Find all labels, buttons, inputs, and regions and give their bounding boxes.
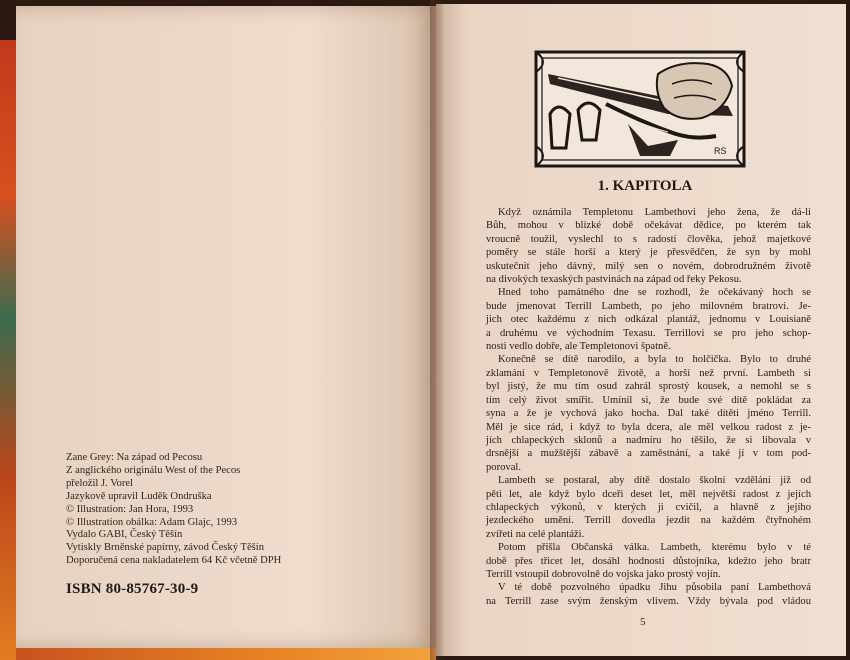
text-line: Když oznámila Templetonu Lambethovi jeho žena, že dá-li (498, 207, 811, 218)
book-gutter (430, 0, 444, 660)
vignette-initials: RS (714, 146, 727, 156)
text-line: Hned toho památného dne se rozhodl, že očekávaný hoch se (498, 287, 811, 299)
text-line: nosti vedlo dobře, ale Templetonovi špatně. (486, 341, 671, 353)
text-line: byl jistý, že mu tím osud zahrál sprostý kousek, a nemohl se s (486, 381, 811, 393)
text-line: Měl je sice rád, i když to byla dcera, ale měl velkou radost z je- (486, 421, 811, 433)
imprint-line: přeložil J. Vorel (66, 477, 133, 489)
imprint-line: Jazykově upravil Luděk Ondruška (66, 490, 212, 502)
imprint-line: Zane Grey: Na západ od Pecosu (66, 452, 203, 463)
text-line: poroval. (486, 461, 522, 473)
text-line: Terrill vstoupil dobrovolně do vojska jako prostý vojín. (486, 568, 721, 580)
text-line: na divokých texaských pastvinách na západ od řeky Pekosu. (486, 274, 742, 286)
imprint-line: © Illustration: Jan Hora, 1993 (66, 503, 194, 515)
text-line: vroucně toužil, vyslechl to s radostí člověka, jehož majetkové (486, 233, 811, 245)
chapter-body-text (486, 206, 811, 608)
text-line: jich otec každému z nich odkázal plantáž, jednomu v Louisianě (486, 314, 811, 326)
text-line: jezdeckého umění. Terrill dovedla jezdit na každém čtyřnohém (486, 515, 811, 527)
text-line: a druhému ve východním Texasu. Terrillovi se pro jeho schop- (486, 327, 811, 339)
imprint-line: Doporučená cena nakladatelem 64 Kč včetně DPH (66, 555, 282, 567)
text-line: poměry se stále horší a který je přesvědčen, že syn by mohl (486, 247, 811, 259)
text-line: zvířeti na celé plantáži. (486, 528, 585, 540)
page-number: 5 (640, 616, 646, 628)
chapter-vignette-illustration (528, 44, 752, 174)
text-line: jích chlapeckých sklonů a nadmíru ho těšilo, že si libovala v (486, 434, 811, 446)
text-line: V té době pozvolného úpadku Jihu působila paní Lambethová (498, 582, 811, 594)
imprint-line: Vytiskly Brněnské papírny, závod Český Těšín (66, 542, 265, 554)
text-line: Potom přišla Občanská válka. Lambeth, kterému bylo v té (498, 542, 811, 554)
chapter-title: 1. KAPITOLA (597, 178, 693, 194)
isbn: ISBN 80-85767-30-9 (66, 581, 199, 597)
text-line: pěti let, ale když bylo dceři deset let, měl největší radost z jejích (486, 488, 811, 500)
text-line: bude jmenovat Terrill Lambeth, po jeho milovném bratrovi. Je- (486, 300, 811, 312)
text-line: tím celý život smířit. Umínil si, že bude své dítě pokládat za (486, 394, 811, 406)
text-line: Bůh, mohou v blízké době očekávat dědice, po kterém tak (486, 220, 811, 232)
text-line: době přes třicet let, dosáhl hodnosti důstojníka, kdežto jeho bratr (486, 555, 811, 567)
text-line: na Terrill zase svým ženským vlivem. Vždy bývala pod vládou (486, 595, 811, 607)
text-line: zklamání v Templetonově životě, a horší než první. Lambeth si (486, 367, 811, 379)
imprint-block (66, 452, 396, 568)
imprint-line: Z anglického originálu West of the Pecos (66, 464, 241, 476)
text-line: Lambeth se postaral, aby dítě dostalo školní vzdělání již od (498, 475, 811, 487)
imprint-line: © Illustration obálka: Adam Glajc, 1993 (66, 516, 238, 528)
text-line: chlapeckých výkonů, v kterých ji cvičil, a hlavně z jejího (486, 501, 811, 513)
text-line: syna a že je vychová jako hocha. Dal také dítěti jméno Terrill. (486, 408, 811, 420)
text-line: uskutečnit jeho dávný, milý sen o novém, dobrodružném životě (486, 260, 811, 272)
text-line: drsnější a mužštější zábavě a zaměstnání, a také jí v tom pod- (486, 448, 811, 460)
imprint-line: Vydalo GABI, Český Těšín (66, 529, 183, 541)
text-line: Konečně se dítě narodilo, a byla to holčička. Bylo to druhé (498, 354, 811, 366)
